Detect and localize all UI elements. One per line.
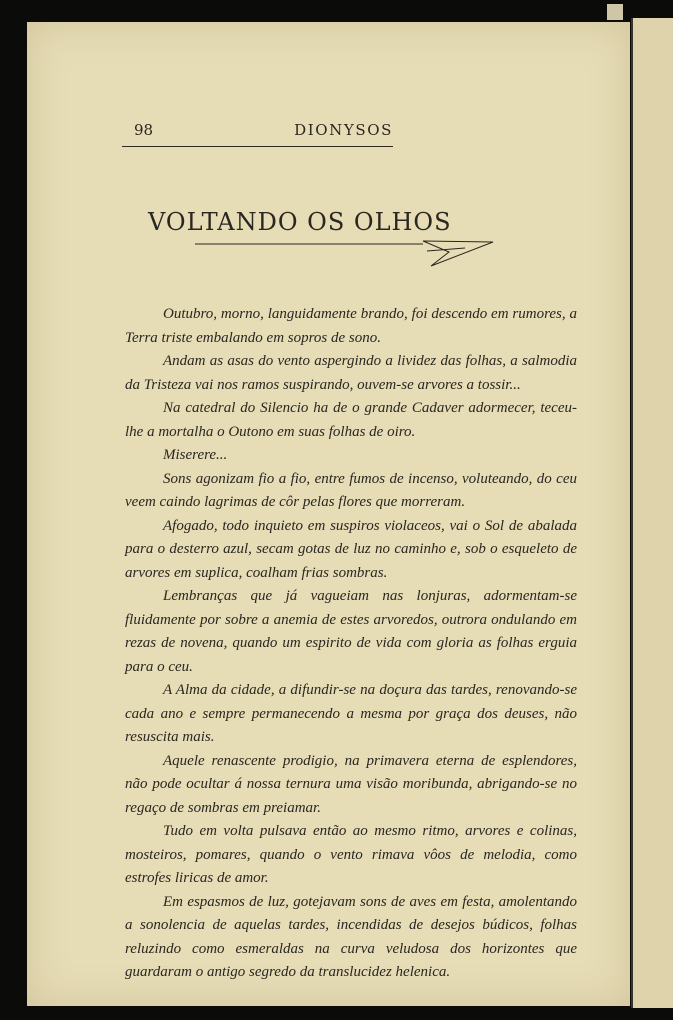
chapter-title: VOLTANDO OS OLHOS: [148, 208, 452, 236]
paragraph: Afogado, todo inquieto em suspiros violaceos, vai o Sol de abalada para o desterro azul, secam gotas de luz no caminho e, sob o esqueleto de arvores em suplica, coalham frias sombras.: [125, 517, 577, 581]
paragraph: Miserere...: [163, 447, 228, 463]
title-ornament: [195, 240, 495, 270]
paragraph: Lembranças que já vagueiam nas lonjuras, adormentam-se fluidamente por sobre a anemia de estes arvoredos, outrora ondulando em rezas de novena, quando um espirito de vida com gloria as folhas erguia para o ceu.: [125, 588, 577, 675]
paragraph: A Alma da cidade, a difundir-se na doçura das tardes, renovando-se cada ano e sempre permanecendo a mesma por graça dos deuses, não resuscita mais.: [125, 682, 577, 745]
paragraph: Andam as asas do vento aspergindo a lividez das folhas, a salmodia da Tristeza vai nos ramos suspirando, ouvem-se arvores a tossir...: [125, 353, 577, 393]
running-title: DIONYSOS: [294, 121, 393, 139]
page-header: [122, 118, 393, 147]
adjacent-page-edge: [631, 18, 673, 1008]
paragraph: Sons agonizam fio a fio, entre fumos de incenso, voluteando, do ceu veem caindo lagrimas de côr pelas flores que morreram.: [125, 470, 577, 510]
scan-corner-mark: [607, 4, 623, 20]
page-number: 98: [134, 121, 154, 139]
paragraph: Outubro, morno, languidamente brando, foi descendo em rumores, a Terra triste embalando em sopros de sono.: [125, 306, 577, 346]
paragraph: Em espasmos de luz, gotejavam sons de aves em festa, amolentando a sonolencia de aquelas tardes, incendidas de desejos búdicos, folhas reluzindo como esmeraldas na curva veludosa dos horizontes que guardaram o antigo segredo da translucidez helenica.: [125, 893, 577, 980]
paragraph: Tudo em volta pulsava então ao mesmo ritmo, arvores e colinas, mosteiros, pomares, quando o vento rimava vôos de melodia, como estrofes liricas de amor.: [125, 823, 577, 886]
paragraph: Na catedral do Silencio ha de o grande Cadaver adormecer, teceu-lhe a mortalha o Outono em suas folhas de oiro.: [125, 400, 577, 440]
body-text: [125, 303, 577, 985]
paragraph: Aquele renascente prodigio, na primavera eterna de esplendores, não pode ocultar á nossa ternura uma visão moribunda, abrigando-se no regaço de sombras em preiamar.: [125, 752, 577, 816]
